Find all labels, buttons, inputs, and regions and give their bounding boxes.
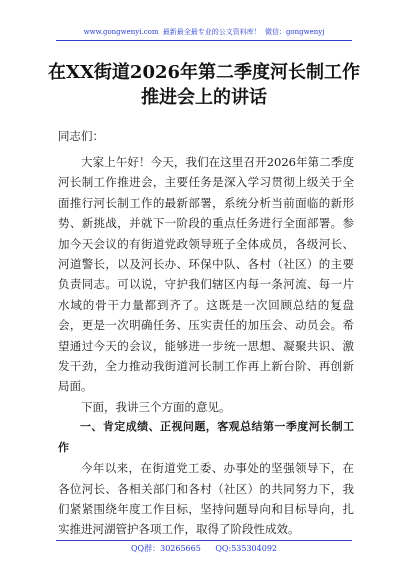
header-website[interactable]: www.gongwenyi.com bbox=[83, 28, 159, 36]
document-title bbox=[40, 60, 368, 110]
footer-bar bbox=[60, 543, 348, 554]
paragraph-intro: 下面，我讲三个方面的意见。 bbox=[81, 399, 231, 414]
footer-divider bbox=[56, 540, 352, 541]
document-body bbox=[58, 152, 354, 540]
paragraph-section-1: 今年以来，在街道党工委、办事处的坚强领导下，在各位河长、各相关部门和各村（社区）的共同努力下，我们紧紧围绕年度工作目标，坚持问题导向和目标导向，扎实推进河湖管护各项工作，取得了阶段性成效。 bbox=[58, 461, 354, 537]
header-divider bbox=[56, 40, 352, 41]
header-wechat: 微信：gongwenyj bbox=[264, 28, 325, 36]
salutation: 同志们： bbox=[58, 129, 104, 143]
footer-qq: QQ:535304092 bbox=[215, 544, 277, 553]
title-line-1: 在XX街道2026年第二季度河长制工作 bbox=[47, 62, 361, 83]
paragraph-opening: 大家上午好！今天，我们在这里召开2026年第二季度河长制工作推进会，主要任务是深入学习贯彻上级关于全面推行河长制工作的最新部署，系统分析当前面临的新形势、新挑战，并就下一阶段的重点任务进行全面部署。参加今天会议的有街道党政领导班子全体成员，各级河长、河道警长，以及河长办、环保中队、各村（社区）的主要负责同志。可以说，守护我们辖区内每一条河流、每一片水域的骨干力量都到齐了。这既是一次回顾总结的复盘会，更是一次明确任务、压实责任的加压会、动员会。希望通过今天的会议，能够进一步统一思想、凝聚共识、激发干劲，全力推动我街道河长制工作再上新台阶、再创新局面。 bbox=[58, 155, 354, 394]
header-bar bbox=[60, 28, 348, 37]
title-line-2: 推进会上的讲话 bbox=[141, 87, 267, 108]
footer-qq-group: QQ群：30265665 bbox=[130, 544, 201, 553]
header-slogan: 最新最全最专业的公文资料库！ bbox=[162, 28, 261, 36]
section-heading-1: 一、肯定成绩、正视问题，客观总结第一季度河长制工作 bbox=[58, 420, 354, 454]
